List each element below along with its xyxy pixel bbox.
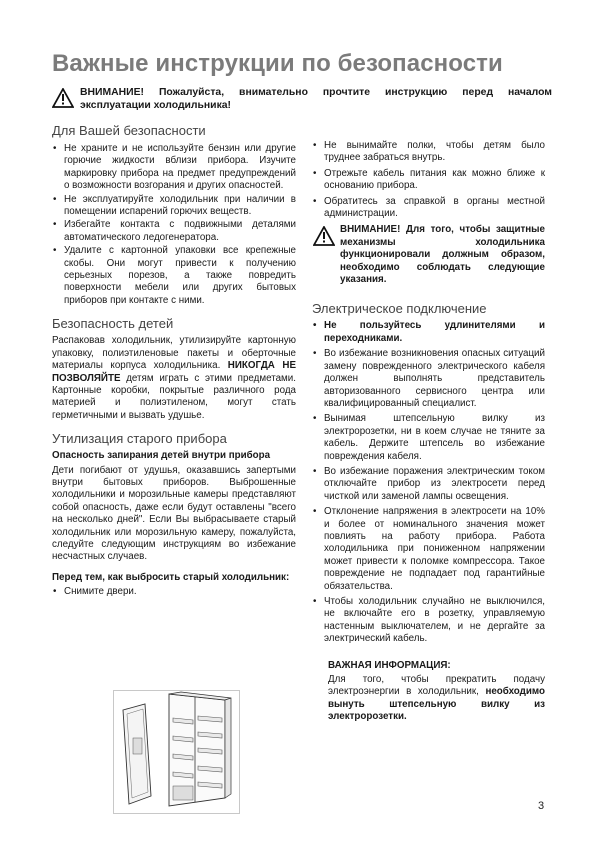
list-item: • Во избежание поражения электрическим током отключайте прибор из электросети перед чисткой или заменой лампы освещения. <box>312 466 545 503</box>
children-safety-heading: Безопасность детей <box>52 316 174 332</box>
important-text <box>328 674 545 724</box>
before-disposal-label: Перед тем, как выбросить старый холодильник: <box>52 571 290 583</box>
list-item: • Не пользуйтесь удлинителями и переходниками. <box>312 320 545 345</box>
list-item: • Во избежание возникновения опасных ситуаций замену поврежденного электрического кабеля должен выполнять представитель авторизованного сервисного центра или квалифицированный специалист. <box>312 348 545 410</box>
children-text-bold: НИКОГДА НЕ ПОЗВОЛЯЙТЕ <box>52 360 296 384</box>
list-item: • Снимите двери. <box>52 586 296 598</box>
fridge-doors-removed-illustration <box>113 690 240 814</box>
list-item: • Не вынимайте полки, чтобы детям было труднее забраться внутрь. <box>312 140 545 165</box>
children-text-part: детям играть с этими предметами. Картонные коробки, покрытые различного рода материей и полиэтиленом, могут стать герметичными и вызвать удушье. <box>52 372 296 421</box>
list-item: • Не храните и не используйте бензин или другие горючие жидкости вблизи прибора. Изучите маркировку прибора на предмет предупреждений о возможности возгорания и других опасностей. <box>52 143 296 193</box>
list-item: • Обратитесь за справкой в органы местной администрации. <box>312 196 545 221</box>
list-item: • Отрежьте кабель питания как можно ближе к основанию прибора. <box>312 168 545 193</box>
electrical-list <box>312 320 545 645</box>
protection-warning <box>312 224 545 286</box>
list-item: • Не эксплуатируйте холодильник при наличии в помещении испарений горючих веществ. <box>52 194 296 219</box>
warning-triangle-icon <box>313 226 335 246</box>
children-text-part: Распаковав холодильник, утилизируйте картонную упаковку, полиэтиленовые пакеты и оберточные материалы корпуса холодильника. <box>52 335 296 372</box>
list-item: • Отклонение напряжения в электросети на 10% и более от номинального значения может повлиять на работу прибора. Работа холодильника при пониженном напряжении может привести к поломке компрессора. Такое повреждение не подпадает под гарантийные обязательства. <box>312 506 545 593</box>
important-heading: ВАЖНАЯ ИНФОРМАЦИЯ: <box>328 659 451 671</box>
disposal-subheading: Опасность запирания детей внутри прибора <box>52 450 271 462</box>
disposal-text: Дети погибают от удушья, оказавшись запертыми внутри бытовых приборов. Выброшенные холодильники и морозильные камеры представляют собой опасность, даже если будут оставлены "всего на несколько дней". Если Вы выбрасываете старый холодильник или морозильную камеру, пожалуйста, следуйте следующим инструкциям во избежание несчастных случаев. <box>52 464 296 563</box>
top-warning <box>52 86 552 112</box>
children-safety-text <box>52 335 296 422</box>
important-text-bold: необходимо вынуть штепсельную вилку из электророзетки. <box>328 686 545 723</box>
top-warning-text: ВНИМАНИЕ! Пожалуйста, внимательно прочтите инструкцию перед началом эксплуатации холодильника! <box>80 87 552 111</box>
electrical-heading: Электрическое подключение <box>312 301 487 317</box>
list-item: • Чтобы холодильник случайно не выключился, не включайте его в розетку, управляемую настенным выключателем, и не дергайте за электрический кабель. <box>312 596 545 646</box>
right-column <box>312 140 545 724</box>
left-column <box>52 122 296 599</box>
important-text-part: Для того, чтобы прекратить подачу электроэнергии в холодильник, <box>328 674 545 698</box>
disposal-steps <box>52 586 296 598</box>
page-title: Важные инструкции по безопасности <box>52 50 503 77</box>
list-item: • Удалите с картонной упаковки все крепежные скобы. Они могут привести к получению серьезных порезов, а также повредить поверхности мебели или других бытовых приборов при контакте с ними. <box>52 245 296 307</box>
page-number: 3 <box>538 800 545 812</box>
list-item: • Вынимая штепсельную вилку из электророзетки, ни в коем случае не тяните за кабель. Держите штепсель во избежание повреждения кабеля. <box>312 413 545 463</box>
important-info <box>312 660 545 724</box>
list-item: • Избегайте контакта с подвижными деталями автоматического ледогенератора. <box>52 219 296 244</box>
your-safety-heading: Для Вашей безопасности <box>52 123 206 138</box>
your-safety-list <box>52 143 296 307</box>
your-safety-list-continued <box>312 140 545 220</box>
warning-triangle-icon <box>52 88 74 108</box>
protection-warning-text: ВНИМАНИЕ! Для того, чтобы защитные механизмы холодильника функционировали должным образом, необходимо соблюдать следующие указания. <box>340 224 545 286</box>
disposal-heading: Утилизация старого прибора <box>52 431 227 447</box>
